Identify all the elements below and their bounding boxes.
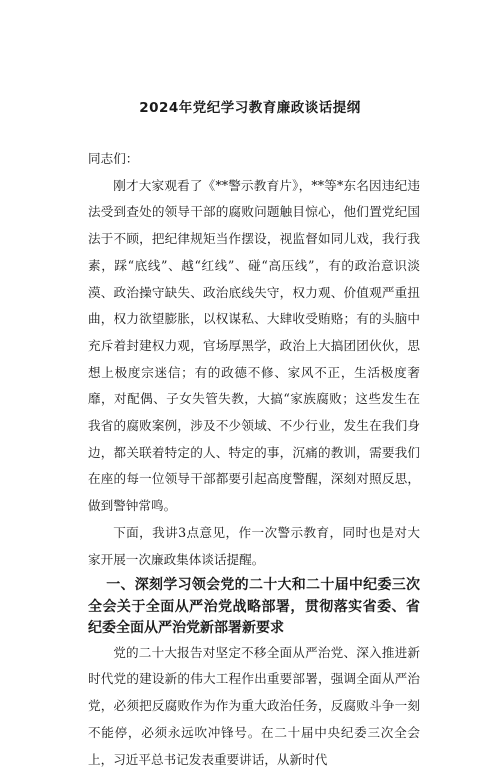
paragraph-three-points: 下面，我讲3点意见，作一次警示教育，同时也是对大家开展一次廉政集体谈话提醒。: [88, 524, 420, 567]
section-heading-1: 一、深刻学习领会党的二十大和二十届中纪委三次全会关于全面从严治党战略部署，贯彻落实省委、省纪委全面从严治党新部署新要求: [88, 577, 420, 637]
document-title: 2024年党纪学习教育廉政谈话提纲: [139, 100, 361, 116]
section-1-paragraph: 党的二十大报告对坚定不移全面从严治党、深入推进新时代党的建设新的伟大工程作出重要部署，强调全面从严治党，必须把反腐败作为作为重大政治任务，反腐败斗争一刻不能停，必须永远吹冲锋号。在二十届中央纪委三次全会上，习近平总书记发表重要讲话，从新时代: [88, 644, 420, 767]
document-body: [88, 146, 420, 773]
greeting: 同志们：: [88, 151, 139, 166]
paragraph-warning-film: 刚才大家观看了《**警示教育片》，**等*东名因违纪违法受到查处的领导干部的腐败问题触目惊心，他们置党纪国法于不顾，把纪律规矩当作摆设，视监督如同儿戏，我行我素，踩“底线”、越“红线”、碰“高压线”，有的政治意识淡漠、政治操守缺失、政治底线失守，权力观、价值观严重扭曲，权力欲望膨胀，以权谋私、大肆收受贿赂；有的头脑中充斥着封建权力观，官场厚黑学，政治上大搞团团伙伙，思想上极度宗迷信；有的政德不修、家风不正，生活极度奢靡，对配偶、子女失管失教，大搞“家族腐败；这些发生在我省的腐败案例，涉及不少领域、不少行业，发生在我们身边，都关联着特定的人、特定的事，沉痛的教训，需要我们在座的每一位领导干部都要引起高度警醒，深刻对照反思，做到警钟常鸣。: [88, 177, 420, 514]
